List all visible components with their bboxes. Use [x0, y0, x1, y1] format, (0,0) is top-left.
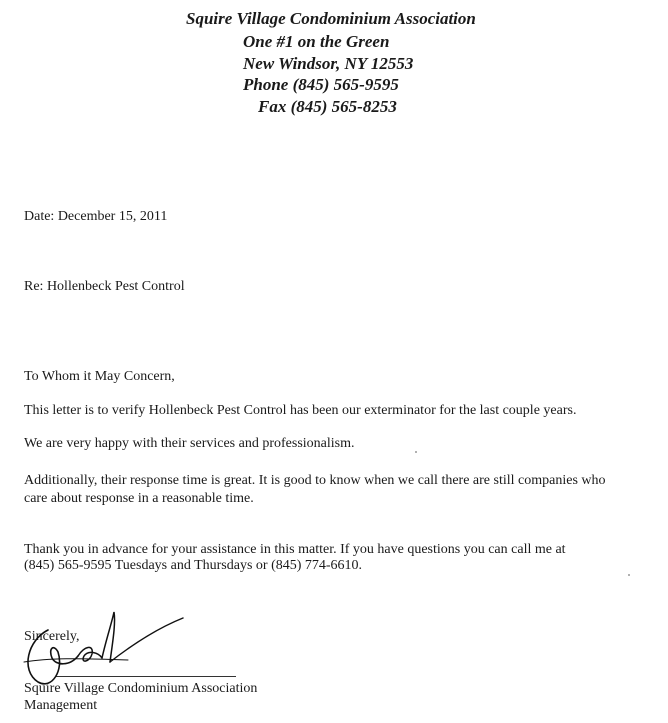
paragraph-2: We are very happy with their services and professionalism.	[24, 436, 355, 451]
address-line-1: One #1 on the Green	[243, 32, 390, 51]
fax-line: Fax (845) 565-8253	[258, 97, 397, 116]
paragraph-3-line-2: care about response in a reasonable time.	[24, 491, 254, 506]
paragraph-1: This letter is to verify Hollenbeck Pest Control has been our exterminator for the last couple years.	[24, 403, 577, 418]
paragraph-4-line-2: (845) 565-9595 Tuesdays and Thursdays or (845) 774-6610.	[24, 558, 363, 573]
signature-rule	[56, 676, 236, 677]
phone-line: Phone (845) 565-9595	[243, 75, 399, 94]
address-line-2: New Windsor, NY 12553	[243, 54, 414, 73]
org-name: Squire Village Condominium Association	[186, 9, 476, 28]
scan-speck	[628, 574, 630, 576]
signatory-organization: Squire Village Condominium Association	[24, 681, 258, 696]
salutation: To Whom it May Concern,	[24, 369, 175, 384]
paragraph-4-line-1: Thank you in advance for your assistance in this matter. If you have questions you can call me at	[24, 542, 566, 557]
letter-subject: Re: Hollenbeck Pest Control	[24, 279, 185, 294]
paragraph-3-line-1: Additionally, their response time is great. It is good to know when we call there are still companies who	[24, 473, 606, 488]
signatory-title: Management	[24, 698, 98, 713]
closing: Sincerely,	[24, 629, 80, 644]
letter-date: Date: December 15, 2011	[24, 209, 168, 224]
scan-speck	[415, 451, 417, 453]
